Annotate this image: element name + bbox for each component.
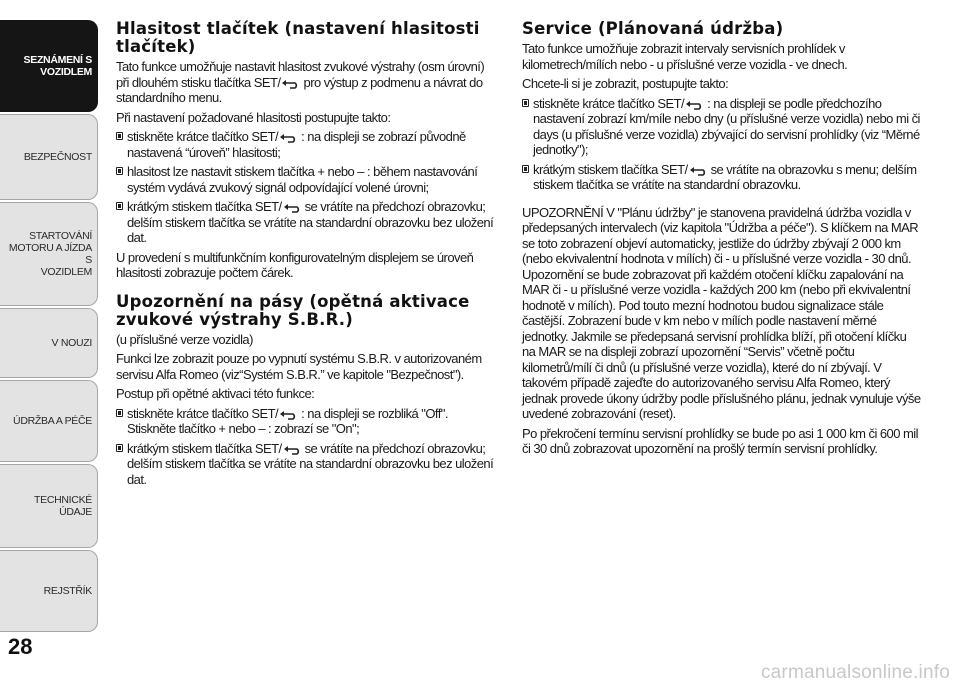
list-item: krátkým stiskem tlačítka SET/ se vrátíte na předchozí obrazovku; delším stiskem tlačítka se vrátíte na standardní obrazovku bez uložení dat. [116,199,498,246]
chapter-tabs [0,0,100,686]
bullet-box-icon [522,165,529,173]
paragraph: (u příslušné verze vozidla) [116,331,253,347]
paragraph: Při nastavení požadované hlasitosti postupujte takto: [116,109,391,125]
bullet-box-icon [116,444,123,452]
heading-service: Service (Plánovaná údržba) [522,19,784,38]
return-arrow-icon [279,133,297,143]
bullet-box-icon [116,409,123,417]
right-column [522,20,922,461]
heading-button-volume: Hlasitost tlačítek (nastavení hlasitosti tlačítek) [116,19,480,56]
return-arrow-icon [685,100,703,110]
list-item: krátkým stiskem tlačítka SET/ se vrátíte na předchozí obrazovku; delším stiskem tlačítka se vrátíte na standardní obrazovku bez uložení dat. [116,441,498,488]
list-item: stiskněte krátce tlačítko SET/ : na displeji se zobrazí původně nastavená “úroveň” hlasitosti; [116,129,498,160]
heading-seatbelt-reminder: Upozornění na pásy (opětná aktivace zvukové výstrahy S.B.R.) [116,291,470,329]
paragraph: Po překročení termínu servisní prohlídky se bude po asi 1 000 km či 600 mil či 30 dnů zobrazovat upozornění na prošlý termín servisní prohlídky. [522,425,918,456]
tab-rejstrik[interactable]: REJSTŘÍK [0,550,98,632]
bullet-box-icon [116,167,123,175]
list-item: hlasitost lze nastavit stiskem tlačítka + nebo – : během nastavování systém vydává zvukový signál odpovídající volené úrovni; [116,164,498,195]
list-item: stiskněte krátce tlačítko SET/ : na displeji se podle předchozího nastavení zobrazí km/míle nebo dny (u příslušné verze vozidla) nebo mi či days (u příslušné verze vozidla) zbývající do servisní prohlídky (viz “Měrné jednotky"); [522,96,922,158]
bullet-box-icon [116,202,123,210]
tab-startovani[interactable]: STARTOVÁNÍ MOTORU A JÍZDA S VOZIDLEM [0,202,98,306]
paragraph: Chcete-li si je zobrazit, postupujte takto: [522,76,729,91]
paragraph: Tato funkce umožňuje nastavit hlasitost zvukové výstrahy (osm úrovní) při dlouhém stisku tlačítka SET/ pro výstup z podmenu a návrat do standardního menu. [116,59,485,105]
tab-udrzba[interactable]: ÚDRŽBA A PÉČE [0,380,98,462]
return-arrow-icon [689,166,707,176]
paragraph: Funkci lze zobrazit pouze po vypnutí systému S.B.R. v autorizovaném servisu Alfa Romeo (viz“Systém S.B.R.” ve kapitole "Bezpečnost"). [116,351,482,382]
list-item: krátkým stiskem tlačítka SET/ se vrátíte na obrazovku s menu; delším stiskem tlačítka se vrátíte na standardní obrazovku. [522,162,922,193]
tab-v-nouzi[interactable]: V NOUZI [0,308,98,378]
warning-paragraph: UPOZORNĚNÍ V "Plánu údržby" je stanovena pravidelná údržba vozidla v předepsaných intervalech (viz kapitola "Údržba a péče"). S klíčkem na MAR se toto zobrazení objeví automaticky, jestliže do údržby zbývají 2 000 km (nebo ekvivalentní hodnota v mílích) či - u příslušné verze vozidla - 30 dnů. Upozornění se bude zobrazovat při každém otočení klíčku zapalování na MAR či - u příslušné verze vozidla - každých 200 km (nebo při ekvivalentní hodnotě v mílích). Pod touto mezní hodnotou budou signalizace stále častější. Zobrazení bude v km nebo v mílích podle nastavení měrné jednotky. Jakmile se předepsaná servisní prohlídka blíží, při otočení klíčku na MAR se na displeji zobrazí upozornění “Servis” včetně počtu kilometrů/mílí či dnů (u příslušné verze vozidla), které do ní zbývají. V takovém případě zajeďte do autorizovaného servisu Alfa Romeo, který jednak provede úkony údržby podle příslušného plánu, jednak vynuluje výše uvedené zobrazování (reset). [522,204,921,421]
left-column [116,20,498,491]
tab-seznameni[interactable]: SEZNÁMENÍ S VOZIDLEM [0,20,98,112]
tab-technicke-udaje[interactable]: TECHNICKÉ ÚDAJE [0,464,98,548]
bullet-box-icon [522,99,529,107]
paragraph: Postup při opětné aktivaci této funkce: [116,386,315,401]
return-arrow-icon [283,445,301,455]
paragraph: Tato funkce umožňuje zobrazit intervaly servisních prohlídek v kilometrech/mílích nebo - u příslušné verze vozidla - ve dnech. [522,41,848,72]
list-item: stiskněte krátce tlačítko SET/ : na displeji se rozbliká "Off". Stiskněte tlačítko + nebo – : zobrazí se "On"; [116,406,498,437]
page-number: 28 [8,634,33,659]
paragraph: U provedení s multifunkčním konfigurovatelným displejem se úroveň hlasitosti zobrazuje počtem čárek. [116,249,474,280]
bullet-box-icon [116,132,123,140]
tab-bezpecnost[interactable]: BEZPEČNOST [0,114,98,200]
return-arrow-icon [281,79,299,89]
return-arrow-icon [279,410,297,420]
watermark: carmanualsonline.info [760,662,950,683]
return-arrow-icon [283,203,301,213]
